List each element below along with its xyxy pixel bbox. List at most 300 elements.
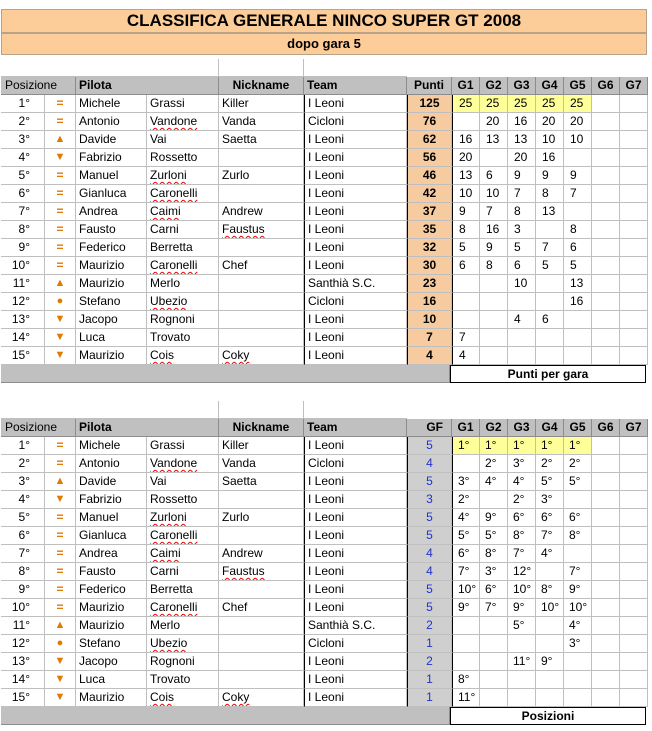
race-g4-cell <box>536 617 564 635</box>
last-name-cell <box>147 203 219 221</box>
race-g4-cell <box>536 689 564 707</box>
team-cell: Cicloni <box>304 635 407 653</box>
race-g7-cell <box>620 671 648 689</box>
trend-down-icon: ▼ <box>45 347 76 365</box>
race-g3-cell: 1° <box>508 437 536 455</box>
race-g4-cell <box>536 635 564 653</box>
team-cell: I Leoni <box>304 239 407 257</box>
page-subtitle: dopo gara 5 <box>1 33 647 55</box>
position-cell: 7° <box>1 545 45 563</box>
first-name-cell: Stefano <box>76 293 147 311</box>
position-cell: 9° <box>1 581 45 599</box>
race-g2-cell <box>480 275 508 293</box>
race-g5-cell <box>564 653 592 671</box>
last-name-text: Caronelli <box>150 258 198 272</box>
race-g2-cell: 10 <box>480 185 508 203</box>
table-row <box>1 95 648 113</box>
last-name-cell <box>147 455 219 473</box>
race-g5-cell <box>564 491 592 509</box>
races-finished-cell: 5 <box>407 527 452 545</box>
team-cell: I Leoni <box>304 221 407 239</box>
team-cell: I Leoni <box>304 257 407 275</box>
nickname-text: Coky <box>222 348 250 362</box>
nickname-text: Chef <box>222 600 248 614</box>
race-g2-cell: 7° <box>480 599 508 617</box>
race-g3-cell: 16 <box>508 113 536 131</box>
table-row <box>1 239 648 257</box>
nickname-cell <box>219 347 304 365</box>
race-g7-cell <box>620 545 648 563</box>
points-cell: 32 <box>407 239 452 257</box>
race-g4-cell: 1° <box>536 437 564 455</box>
nickname-cell <box>219 671 304 689</box>
race-g2-cell <box>480 689 508 707</box>
last-name-text: Rognoni <box>150 654 195 668</box>
race-g2-cell: 9° <box>480 509 508 527</box>
points-cell: 56 <box>407 149 452 167</box>
race-g5-cell <box>564 689 592 707</box>
nickname-text: Vanda <box>222 114 256 128</box>
position-cell: 15° <box>1 689 45 707</box>
nickname-text: Chef <box>222 258 248 272</box>
last-name-cell <box>147 563 219 581</box>
race-g7-cell <box>620 275 648 293</box>
trend-up-icon: ▲ <box>45 275 76 293</box>
trend-down-icon: ▼ <box>45 671 76 689</box>
first-name-cell: Jacopo <box>76 311 147 329</box>
race-g4-cell: 8 <box>536 185 564 203</box>
race-g2-cell <box>480 293 508 311</box>
race-g4-cell: 25 <box>536 95 564 113</box>
position-cell: 5° <box>1 509 45 527</box>
races-finished-cell: 4 <box>407 563 452 581</box>
col-punti: Punti <box>407 77 452 95</box>
table-row <box>1 689 648 707</box>
last-name-cell <box>147 617 219 635</box>
table-row <box>1 203 648 221</box>
points-cell: 7 <box>407 329 452 347</box>
first-name-cell: Federico <box>76 239 147 257</box>
points-cell: 16 <box>407 293 452 311</box>
table-row <box>1 545 648 563</box>
race-g5-cell: 1° <box>564 437 592 455</box>
race-g6-cell <box>592 329 620 347</box>
team-cell: I Leoni <box>304 131 407 149</box>
table-row <box>1 221 648 239</box>
race-g3-cell: 7 <box>508 185 536 203</box>
nickname-cell <box>219 581 304 599</box>
race-g6-cell <box>592 221 620 239</box>
race-g3-cell <box>508 635 536 653</box>
footer-label-punti-per-gara: Punti per gara <box>450 365 646 383</box>
race-g2-cell <box>480 329 508 347</box>
last-name-cell <box>147 293 219 311</box>
position-cell: 14° <box>1 671 45 689</box>
nickname-text: Vanda <box>222 456 256 470</box>
race-g1-cell: 4 <box>452 347 480 365</box>
team-cell: Santhià S.C. <box>304 275 407 293</box>
race-g1-cell: 16 <box>452 131 480 149</box>
col-g3: G3 <box>508 419 536 437</box>
race-g5-cell: 13 <box>564 275 592 293</box>
race-g5-cell: 8° <box>564 527 592 545</box>
col-gf: GF <box>407 419 452 437</box>
position-cell: 3° <box>1 131 45 149</box>
nickname-cell <box>219 113 304 131</box>
team-cell: I Leoni <box>304 581 407 599</box>
nickname-text: Killer <box>222 96 249 110</box>
team-cell: I Leoni <box>304 203 407 221</box>
race-g2-cell: 20 <box>480 113 508 131</box>
race-g3-cell: 8° <box>508 527 536 545</box>
race-g2-cell: 7 <box>480 203 508 221</box>
last-name-text: Caimi <box>150 204 181 218</box>
race-g2-cell: 5° <box>480 527 508 545</box>
race-g7-cell <box>620 203 648 221</box>
team-cell: I Leoni <box>304 437 407 455</box>
race-g1-cell: 5 <box>452 239 480 257</box>
first-name-cell: Fabrizio <box>76 491 147 509</box>
nickname-cell <box>219 95 304 113</box>
trend-same-icon: = <box>45 509 76 527</box>
position-cell: 11° <box>1 275 45 293</box>
table-row <box>1 563 648 581</box>
race-g4-cell <box>536 671 564 689</box>
col-g3: G3 <box>508 77 536 95</box>
trend-same-icon: = <box>45 203 76 221</box>
position-cell: 4° <box>1 491 45 509</box>
race-g6-cell <box>592 473 620 491</box>
nickname-text: Saetta <box>222 474 257 488</box>
race-g2-cell: 8 <box>480 257 508 275</box>
race-g5-cell: 9° <box>564 581 592 599</box>
race-g5-cell: 5 <box>564 257 592 275</box>
table-row <box>1 527 648 545</box>
last-name-text: Rognoni <box>150 312 195 326</box>
position-cell: 6° <box>1 185 45 203</box>
race-g2-cell <box>480 635 508 653</box>
nickname-cell <box>219 527 304 545</box>
trend-same-icon: = <box>45 167 76 185</box>
table-row <box>1 473 648 491</box>
trend-up-icon: ▲ <box>45 473 76 491</box>
trend-same-icon: = <box>45 95 76 113</box>
last-name-text: Ubezio <box>150 294 188 308</box>
race-g6-cell <box>592 509 620 527</box>
trend-same-icon: = <box>45 113 76 131</box>
races-finished-cell: 4 <box>407 545 452 563</box>
col-g2: G2 <box>480 419 508 437</box>
last-name-cell <box>147 599 219 617</box>
last-name-text: Rossetto <box>150 492 198 506</box>
col-pilota: Pilota <box>76 419 219 437</box>
race-g7-cell <box>620 617 648 635</box>
table-row <box>1 617 648 635</box>
race-g1-cell <box>452 635 480 653</box>
race-g1-cell: 3° <box>452 473 480 491</box>
trend-same-icon: = <box>45 239 76 257</box>
last-name-cell <box>147 635 219 653</box>
race-g6-cell <box>592 131 620 149</box>
position-cell: 1° <box>1 437 45 455</box>
races-finished-cell: 1 <box>407 635 452 653</box>
col-g6: G6 <box>592 419 620 437</box>
race-g2-cell <box>480 653 508 671</box>
last-name-text: Caronelli <box>150 528 198 542</box>
first-name-cell: Gianluca <box>76 185 147 203</box>
standings-points-table <box>1 59 648 383</box>
col-g2: G2 <box>480 77 508 95</box>
race-g5-cell: 10° <box>564 599 592 617</box>
race-g5-cell: 6 <box>564 239 592 257</box>
race-g4-cell: 6° <box>536 509 564 527</box>
race-g7-cell <box>620 689 648 707</box>
points-cell: 35 <box>407 221 452 239</box>
table-row <box>1 653 648 671</box>
col-g7: G7 <box>620 419 648 437</box>
last-name-cell <box>147 275 219 293</box>
last-name-text: Grassi <box>150 438 185 452</box>
nickname-text: Andrew <box>222 546 263 560</box>
col-nickname: Nickname <box>219 419 304 437</box>
race-g6-cell <box>592 455 620 473</box>
last-name-cell <box>147 545 219 563</box>
position-cell: 2° <box>1 113 45 131</box>
last-name-text: Caimi <box>150 546 181 560</box>
race-g1-cell: 2° <box>452 491 480 509</box>
spacer-row <box>1 59 648 77</box>
nickname-cell <box>219 167 304 185</box>
race-g1-cell: 11° <box>452 689 480 707</box>
race-g3-cell: 3 <box>508 221 536 239</box>
race-g6-cell <box>592 275 620 293</box>
first-name-cell: Maurizio <box>76 617 147 635</box>
nickname-cell <box>219 221 304 239</box>
race-g5-cell <box>564 149 592 167</box>
points-cell: 23 <box>407 275 452 293</box>
race-g2-cell: 16 <box>480 221 508 239</box>
last-name-cell <box>147 113 219 131</box>
position-cell: 13° <box>1 311 45 329</box>
race-g3-cell: 11° <box>508 653 536 671</box>
first-name-cell: Antonio <box>76 113 147 131</box>
race-g2-cell <box>480 149 508 167</box>
last-name-text: Vandone <box>150 456 198 470</box>
race-g4-cell: 8° <box>536 581 564 599</box>
race-g7-cell <box>620 473 648 491</box>
race-g7-cell <box>620 131 648 149</box>
race-g6-cell <box>592 149 620 167</box>
first-name-cell: Fausto <box>76 221 147 239</box>
trend-same-icon: = <box>45 221 76 239</box>
race-g1-cell <box>452 293 480 311</box>
last-name-text: Cois <box>150 690 175 704</box>
table-row <box>1 509 648 527</box>
race-g2-cell: 6 <box>480 167 508 185</box>
table-row <box>1 131 648 149</box>
races-finished-cell: 1 <box>407 671 452 689</box>
race-g1-cell: 10° <box>452 581 480 599</box>
race-g7-cell <box>620 491 648 509</box>
position-cell: 6° <box>1 527 45 545</box>
race-g7-cell <box>620 221 648 239</box>
trend-down-icon: ▼ <box>45 329 76 347</box>
races-finished-cell: 1 <box>407 689 452 707</box>
team-cell: I Leoni <box>304 185 407 203</box>
last-name-cell <box>147 185 219 203</box>
race-g5-cell: 8 <box>564 221 592 239</box>
races-finished-cell: 2 <box>407 653 452 671</box>
position-cell: 2° <box>1 455 45 473</box>
race-g5-cell: 5° <box>564 473 592 491</box>
race-g2-cell <box>480 347 508 365</box>
nickname-cell <box>219 329 304 347</box>
race-g3-cell: 6° <box>508 509 536 527</box>
table-row <box>1 347 648 365</box>
race-g3-cell <box>508 347 536 365</box>
race-g4-cell: 3° <box>536 491 564 509</box>
nickname-cell <box>219 563 304 581</box>
nickname-cell <box>219 311 304 329</box>
trend-same-icon: = <box>45 257 76 275</box>
race-g3-cell: 10 <box>508 275 536 293</box>
nickname-cell <box>219 203 304 221</box>
last-name-cell <box>147 347 219 365</box>
race-g6-cell <box>592 689 620 707</box>
last-name-text: Caronelli <box>150 186 198 200</box>
team-cell: I Leoni <box>304 149 407 167</box>
last-name-text: Trovato <box>150 672 191 686</box>
first-name-cell: Andrea <box>76 203 147 221</box>
race-g7-cell <box>620 347 648 365</box>
table-row <box>1 329 648 347</box>
position-cell: 10° <box>1 599 45 617</box>
race-g1-cell <box>452 113 480 131</box>
race-g6-cell <box>592 491 620 509</box>
team-cell: Santhià S.C. <box>304 617 407 635</box>
race-g7-cell <box>620 239 648 257</box>
race-g4-cell: 4° <box>536 545 564 563</box>
race-g2-cell: 9 <box>480 239 508 257</box>
race-g4-cell: 10° <box>536 599 564 617</box>
first-name-cell: Maurizio <box>76 257 147 275</box>
race-g2-cell <box>480 671 508 689</box>
race-g2-cell <box>480 311 508 329</box>
last-name-cell <box>147 257 219 275</box>
trend-same-icon: = <box>45 455 76 473</box>
first-name-cell: Maurizio <box>76 347 147 365</box>
last-name-cell <box>147 509 219 527</box>
races-finished-cell: 5 <box>407 509 452 527</box>
table-row <box>1 455 648 473</box>
first-name-cell: Davide <box>76 473 147 491</box>
race-g6-cell <box>592 617 620 635</box>
race-g6-cell <box>592 635 620 653</box>
team-cell: I Leoni <box>304 689 407 707</box>
nickname-cell <box>219 455 304 473</box>
team-cell: I Leoni <box>304 473 407 491</box>
race-g7-cell <box>620 599 648 617</box>
position-cell: 8° <box>1 563 45 581</box>
race-g6-cell <box>592 545 620 563</box>
position-cell: 12° <box>1 635 45 653</box>
race-g3-cell: 5° <box>508 617 536 635</box>
table-row <box>1 275 648 293</box>
position-cell: 8° <box>1 221 45 239</box>
race-g3-cell: 7° <box>508 545 536 563</box>
race-g4-cell: 7 <box>536 239 564 257</box>
trend-new-icon: ● <box>45 293 76 311</box>
race-g1-cell: 8° <box>452 671 480 689</box>
position-cell: 5° <box>1 167 45 185</box>
first-name-cell: Manuel <box>76 167 147 185</box>
trend-up-icon: ▲ <box>45 131 76 149</box>
race-g5-cell: 4° <box>564 617 592 635</box>
race-g7-cell <box>620 185 648 203</box>
race-g6-cell <box>592 257 620 275</box>
trend-new-icon: ● <box>45 635 76 653</box>
last-name-text: Carni <box>150 222 179 236</box>
col-team: Team <box>304 77 407 95</box>
trend-same-icon: = <box>45 545 76 563</box>
race-g3-cell: 5 <box>508 239 536 257</box>
race-g2-cell: 3° <box>480 563 508 581</box>
race-g7-cell <box>620 149 648 167</box>
trend-down-icon: ▼ <box>45 149 76 167</box>
race-g6-cell <box>592 563 620 581</box>
col-g5: G5 <box>564 77 592 95</box>
col-g6: G6 <box>592 77 620 95</box>
race-g7-cell <box>620 455 648 473</box>
table-row <box>1 149 648 167</box>
nickname-cell <box>219 473 304 491</box>
nickname-text: Faustus <box>222 564 265 578</box>
col-g4: G4 <box>536 77 564 95</box>
first-name-cell: Maurizio <box>76 599 147 617</box>
race-g1-cell <box>452 617 480 635</box>
first-name-cell: Michele <box>76 95 147 113</box>
race-g3-cell <box>508 671 536 689</box>
table-row <box>1 491 648 509</box>
nickname-text: Zurlo <box>222 168 250 182</box>
race-g4-cell: 5 <box>536 257 564 275</box>
points-cell: 46 <box>407 167 452 185</box>
team-cell: I Leoni <box>304 95 407 113</box>
standings-positions-table <box>1 401 648 725</box>
table-row <box>1 599 648 617</box>
races-finished-cell: 5 <box>407 437 452 455</box>
race-g2-cell: 4° <box>480 473 508 491</box>
last-name-cell <box>147 167 219 185</box>
race-g2-cell <box>480 491 508 509</box>
race-g5-cell <box>564 329 592 347</box>
trend-same-icon: = <box>45 185 76 203</box>
race-g1-cell <box>452 275 480 293</box>
team-cell: I Leoni <box>304 563 407 581</box>
team-cell: Cicloni <box>304 293 407 311</box>
position-cell: 13° <box>1 653 45 671</box>
race-g6-cell <box>592 599 620 617</box>
trend-same-icon: = <box>45 437 76 455</box>
race-g1-cell: 10 <box>452 185 480 203</box>
first-name-cell: Federico <box>76 581 147 599</box>
points-cell: 4 <box>407 347 452 365</box>
last-name-cell <box>147 239 219 257</box>
last-name-text: Rossetto <box>150 150 198 164</box>
team-cell: I Leoni <box>304 329 407 347</box>
table-row <box>1 311 648 329</box>
last-name-cell <box>147 329 219 347</box>
